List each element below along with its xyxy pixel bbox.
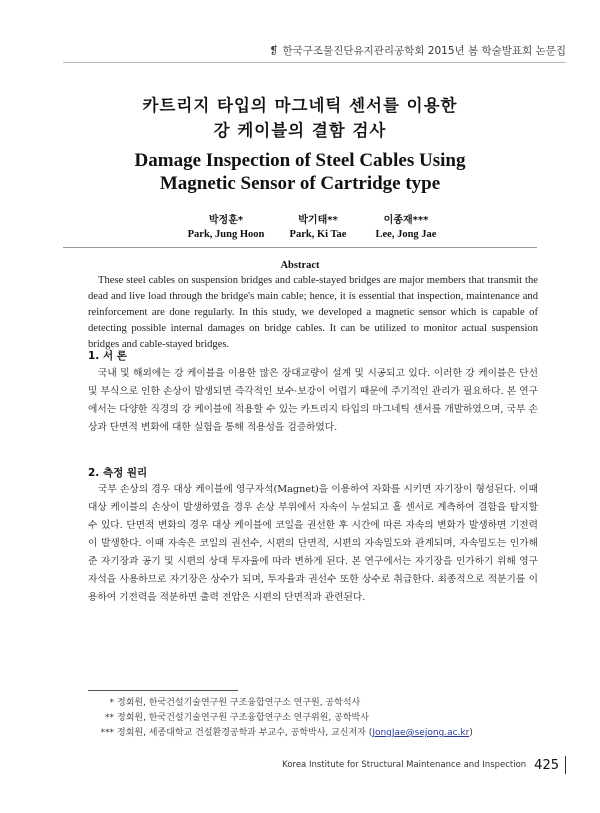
footnote-3 [88,726,548,741]
abstract-rule [63,247,537,248]
author-1 [176,211,276,240]
author-email-link[interactable]: JongJae@sejong.ac.kr [372,728,470,738]
footnote-rule [88,690,238,691]
footnote-3-text: 정회원, 세종대학교 건설환경공학과 부교수, 공학박사, 교신저자 ( [117,728,373,738]
author-2-english: Park, Ki Tae [289,229,347,240]
section-1-heading: 1. 서 론 [88,350,127,362]
title-english-line1: Damage Inspection of Steel Cables Using [134,150,466,171]
title-korean-line1: 카트리지 타입의 마그네틱 센서를 이용한 [142,96,458,115]
title-english-line2: Magnetic Sensor of Cartridge type [159,173,441,194]
section-2-body: 국부 손상의 경우 대상 케이블에 영구자석(Magnet)을 이용하여 자화를 시키면 자기장이 형성된다. 이때 대상 케이블의 손상이 발생하였을 경우 손상 부위에서 자속이 누설되고 홀 센서로 계측하여 결함을 탐지할 수 있다. 단면적 변화의 경우 대상 케이블에 코일을 권선한 후 시간에 따른 자속의 변화가 발생하면 기전력이 발생한다. 이때 자속은 코일의 권선수, 시편의 단면적, 시편의 자속밀도와 관계되며, 자속밀도는 인가해 준 자기장과 공기 및 시편의 상대 투자율에 따라 변하게 된다. 본 연구에서는 자기장을 인가하기 위해 영구자석을 사용하므로 자기장은 상수가 되며, 투자율과 권선수 또한 상수로 취급한다. 최종적으로 적분기를 이용하여 기전력을 적분하면 출력 전압은 시편의 단면적과 관련된다. [88,484,538,603]
author-3-korean: 이종재*** [383,215,429,226]
footnote-1 [88,696,548,711]
page-footer [282,756,566,774]
abstract-body: These steel cables on suspension bridges and cable-stayed bridges are major members that transmit the dead and live load through the bridge's main cable; hence, it is essential that inspection, maintenance and reinforcement are done regularly. In this study, we developed a magnetic sensor which is capable of detecting possible internal damages on bridge cables. It can be utilized to monitor actual suspension bridges and cable-stayed bridges. [88,275,538,350]
author-1-english: Park, Jung Hoon [187,229,265,240]
page-number: 425 [534,757,559,773]
footnote-2-text: 정회원, 한국건설기술연구원 구조융합연구소 연구위원, 공학박사 [117,713,369,723]
author-2-korean: 박기태** [298,215,338,226]
footnote-1-mark: * [109,698,114,708]
author-1-korean: 박정훈* [208,215,244,226]
header-rule [63,62,566,63]
running-header [269,43,566,58]
book-icon: ❡ [269,44,279,57]
footnote-3-mark: *** [100,728,114,738]
section-1-body: 국내 및 해외에는 강 케이블을 이용한 많은 장대교량이 설계 및 시공되고 있다. 이러한 강 케이블은 단선 및 부식으로 인한 손상이 발생되면 즉각적인 보수·보강이 어렵기 때문에 주기적인 관리가 필요하다. 본 연구에서는 다양한 직경의 강 케이블에 적용할 수 있는 카트리지 타입의 마그네틱 센서를 개발하였으며, 국부 손상과 단면적 변화에 대한 실험을 통해 적용성을 검증하였다. [88,368,538,433]
running-header-text: 한국구조물진단유지관리공학회 2015년 봄 학술발표회 논문집 [282,45,566,57]
abstract-heading: Abstract [280,260,320,271]
footnote-2 [88,711,548,726]
author-2 [268,211,368,240]
footnotes [88,696,548,741]
footer-bar [565,756,566,774]
author-3 [356,211,456,240]
footnote-3-suffix: ) [469,728,473,738]
section-2-heading: 2. 측정 원리 [88,467,148,479]
author-3-english: Lee, Jong Jae [375,229,437,240]
title-korean-line2: 강 케이블의 결함 검사 [213,121,387,140]
footnote-1-text: 정회원, 한국건설기술연구원 구조융합연구소 연구원, 공학석사 [117,698,361,708]
footer-society-name: Korea Institute for Structural Maintenance and Inspection [282,760,527,770]
footnote-2-mark: ** [105,713,114,723]
